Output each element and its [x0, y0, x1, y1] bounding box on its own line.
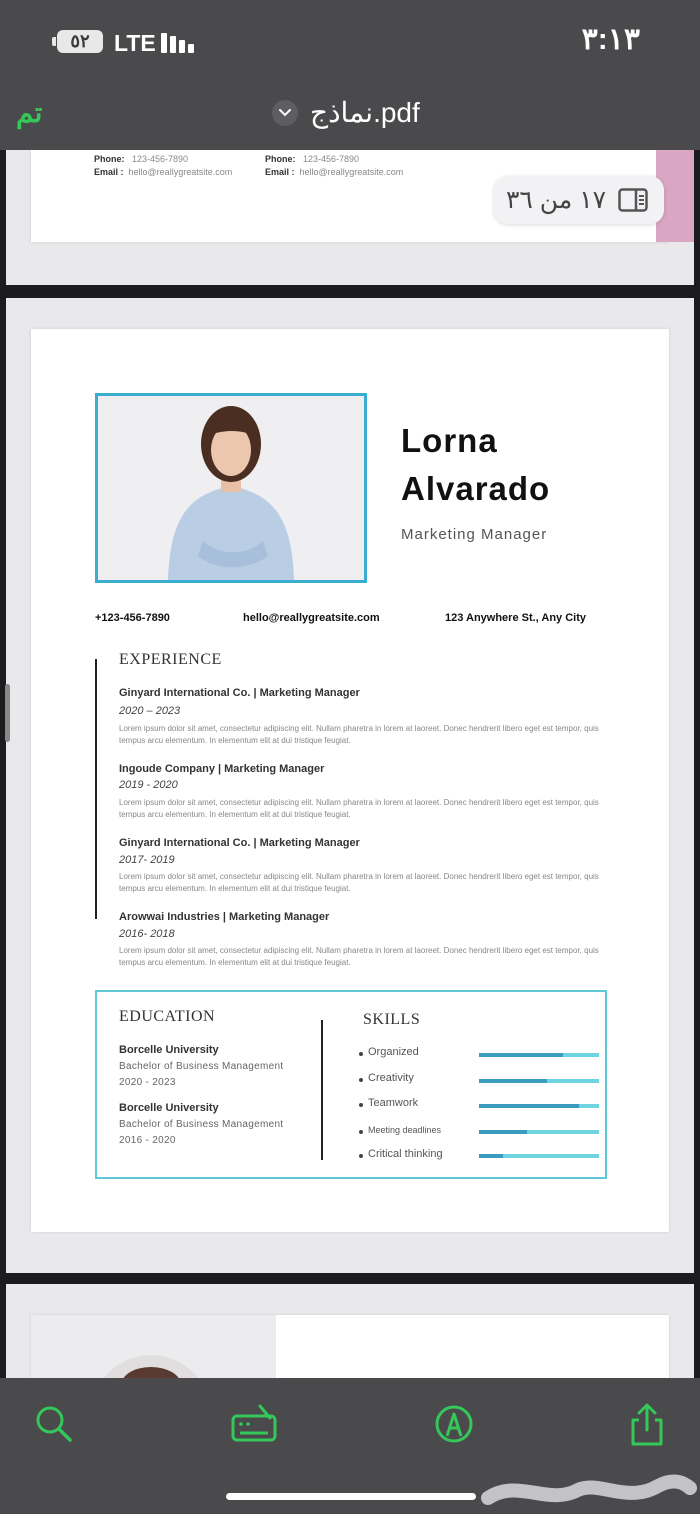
- education-dates: 2020 - 2023: [119, 1077, 176, 1088]
- next-page[interactable]: [31, 1315, 669, 1378]
- previous-page-contact-1: Phone: 123-456-7890 Email : hello@reallygreatsite.com: [94, 154, 233, 177]
- skill-bar: [479, 1154, 599, 1158]
- keyboard-button[interactable]: [230, 1402, 274, 1446]
- education-school: Borcelle University: [119, 1044, 219, 1056]
- share-button[interactable]: [625, 1402, 669, 1446]
- skill-name: Critical thinking: [368, 1148, 443, 1160]
- contact-address: 123 Anywhere St., Any City: [445, 612, 587, 624]
- job-description: Lorem ipsum dolor sit amet, consectetur adipiscing elit. Nullam pharetra in lorem at laoreet. Donec hendrerit libero eget est tempor, quis tempus arcu elementum. In elementum elit at dui tristique feugiat.: [119, 872, 599, 893]
- resume-page[interactable]: [31, 329, 669, 1232]
- clock: ٣:١٣: [581, 23, 640, 56]
- document-title: نماذج.pdf: [310, 97, 420, 128]
- job-dates: 2019 - 2020: [119, 779, 178, 791]
- keyboard-icon: [230, 1402, 278, 1446]
- job-description: Lorem ipsum dolor sit amet, consectetur adipiscing elit. Nullam pharetra in lorem at laoreet. Donec hendrerit libero eget est tempor, quis tempus arcu elementum. In elementum elit at dui tristique feugiat.: [119, 724, 599, 745]
- contact-phone: +123-456-7890: [95, 612, 170, 624]
- bottom-toolbar: [0, 1378, 700, 1514]
- bullet: [359, 1154, 363, 1158]
- skill-name: Organized: [368, 1046, 419, 1058]
- scroll-handle[interactable]: [5, 684, 10, 742]
- job-description: Lorem ipsum dolor sit amet, consectetur adipiscing elit. Nullam pharetra in lorem at laoreet. Donec hendrerit libero eget est tempor, quis tempus arcu elementum. In elementum elit at dui tristique feugiat.: [119, 946, 599, 967]
- bullet: [359, 1103, 363, 1107]
- skill-bar-fill: [479, 1079, 547, 1083]
- skill-bar: [479, 1104, 599, 1108]
- battery-indicator: ٥٢: [57, 30, 103, 53]
- job-dates: 2017- 2019: [119, 854, 175, 866]
- skills-heading: SKILLS: [363, 1011, 421, 1028]
- skill-name: Teamwork: [368, 1097, 419, 1109]
- education-heading: EDUCATION: [119, 1008, 216, 1025]
- skill-bar-fill: [479, 1053, 563, 1057]
- education-skills-divider: [321, 1020, 323, 1160]
- experience-heading: EXPERIENCE: [119, 651, 222, 668]
- network-type: LTE: [114, 30, 156, 56]
- search-button[interactable]: [32, 1402, 76, 1446]
- signal-icon: [161, 30, 201, 53]
- markup-button[interactable]: [432, 1402, 476, 1446]
- education-degree: Bachelor of Business Management: [119, 1061, 284, 1072]
- skill-bar: [479, 1053, 599, 1057]
- skill-bar: [479, 1079, 599, 1083]
- sidebar-toggle-icon: [618, 188, 648, 212]
- skill-bar-fill: [479, 1130, 527, 1134]
- resume-name: Lorna Alvarado: [401, 422, 551, 507]
- resume-role: Marketing Manager: [401, 526, 548, 543]
- battery-nub: [52, 37, 56, 46]
- page-indicator-text: ١٧ من ٣٦: [506, 186, 607, 214]
- skill-bar-fill: [479, 1154, 503, 1158]
- job-dates: 2020 – 2023: [119, 705, 181, 717]
- page-indicator[interactable]: [494, 176, 664, 224]
- skill-name: Meeting deadlines: [368, 1125, 442, 1135]
- skill-bar-fill: [479, 1104, 579, 1108]
- chevron-down-icon: [272, 100, 298, 126]
- markup-pen-icon: [432, 1402, 476, 1446]
- bullet: [359, 1130, 363, 1134]
- done-button[interactable]: تم: [16, 97, 43, 128]
- previous-page-contact-2: Phone: 123-456-7890 Email : hello@reallygreatsite.com: [265, 154, 404, 177]
- job-title: Ginyard International Co. | Marketing Manager: [119, 837, 360, 849]
- experience-divider: [95, 659, 97, 919]
- job-title: Arowwai Industries | Marketing Manager: [119, 911, 330, 923]
- education-degree: Bachelor of Business Management: [119, 1119, 284, 1130]
- document-viewer[interactable]: [0, 150, 700, 1378]
- current-page-wrap: [6, 298, 694, 1273]
- education-school: Borcelle University: [119, 1102, 219, 1114]
- profile-photo: [95, 393, 367, 583]
- education-skills-box: [95, 990, 607, 1179]
- search-icon: [32, 1402, 76, 1446]
- watermark-logo: [478, 1458, 698, 1514]
- next-page-wrap: [6, 1284, 694, 1378]
- skill-name: Creativity: [368, 1072, 414, 1084]
- contact-email: hello@reallygreatsite.com: [243, 612, 380, 624]
- job-title: Ingoude Company | Marketing Manager: [119, 763, 325, 775]
- document-title-menu[interactable]: [270, 94, 470, 134]
- education-dates: 2016 - 2020: [119, 1135, 176, 1146]
- bullet: [359, 1052, 363, 1056]
- bullet: [359, 1078, 363, 1082]
- top-bar: [0, 0, 700, 150]
- job-dates: 2016- 2018: [119, 928, 175, 940]
- job-title: Ginyard International Co. | Marketing Manager: [119, 687, 360, 699]
- home-indicator: [226, 1493, 476, 1500]
- skill-bar: [479, 1130, 599, 1134]
- job-description: Lorem ipsum dolor sit amet, consectetur adipiscing elit. Nullam pharetra in lorem at laoreet. Donec hendrerit libero eget est tempor, quis tempus arcu elementum. In elementum elit at dui tristique feugiat.: [119, 798, 599, 819]
- share-icon: [625, 1402, 669, 1446]
